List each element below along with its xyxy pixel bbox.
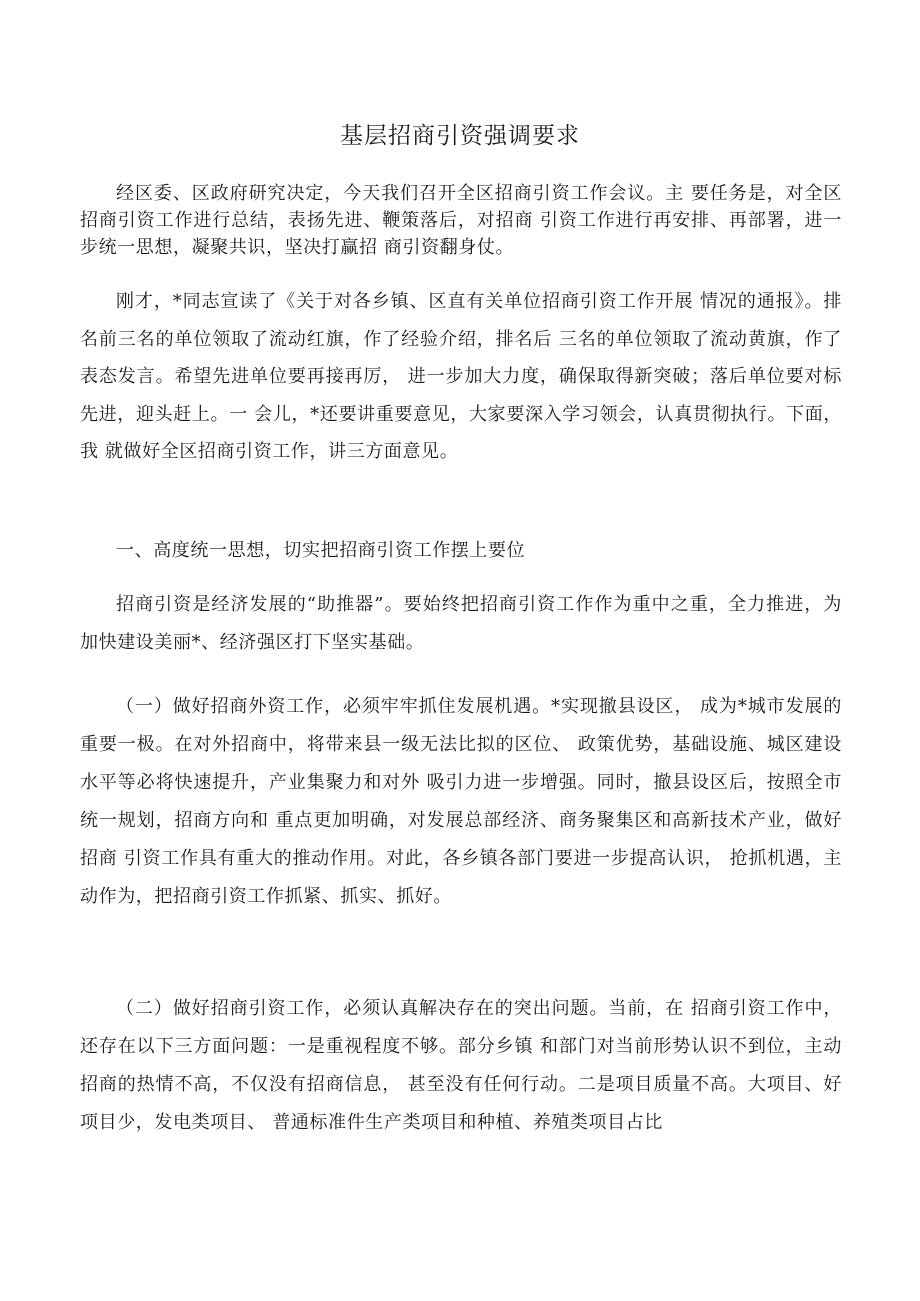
paragraph-subsection-2: （二）做好招商引资工作，必须认真解决存在的突出问题。当前，在 招商引资工作中，还存在以下三方面问题：一是重视程度不够。部分乡镇 和部门对当前形势认识不到位，主动招商的热情不高，不仅没有招商信息， 甚至没有任何行动。二是项目质量不高。大项目、好项目少，发电类项目、 普通标准件生产类项目和种植、养殖类项目占比: [80, 998, 842, 1133]
document-title: 基层招商引资强调要求: [340, 123, 580, 149]
paragraph-report: 刚才，*同志宣读了《关于对各乡镇、区直有关单位招商引资工作开展 情况的通报》。排名前三名的单位领取了流动红旗，作了经验介绍，排名后 三名的单位领取了流动黄旗，作了表态发言。希望先进单位要再接再厉， 进一步加大力度，确保取得新突破；落后单位要对标先进，迎头赶上。一 会儿，*还要讲重要意见，大家要深入学习领会，认真贯彻执行。下面，我 就做好全区招商引资工作，讲三方面意见。: [80, 291, 842, 462]
paragraph-subsection-1: （一）做好招商外资工作，必须牢牢抓住发展机遇。*实现撤县设区， 成为*城市发展的重要一极。在对外招商中，将带来县一级无法比拟的区位、 政策优势，基础设施、城区建设水平等必将快速提升，产业集聚力和对外 吸引力进一步增强。同时，撤县设区后，按照全市统一规划，招商方向和 重点更加明确，对发展总部经济、商务聚集区和高新技术产业，做好招商 引资工作具有重大的推动作用。对此，各乡镇各部门要进一步提高认识， 抢抓机遇，主动作为，把招商引资工作抓紧、抓实、抓好。: [80, 696, 842, 907]
paragraph-booster: 招商引资是经济发展的“助推器”。要始终把招商引资工作作为重中之重，全力推进，为加快建设美丽*、经济强区打下坚实基础。: [80, 594, 842, 653]
paragraph-intro: 经区委、区政府研究决定，今天我们召开全区招商引资工作会议。主 要任务是，对全区招商引资工作进行总结，表扬先进、鞭策落后，对招商 引资工作进行再安排、再部署，进一步统一思想，凝聚共识，坚决打赢招 商引资翻身仗。: [80, 183, 842, 258]
section-heading-1: 一、高度统一思想，切实把招商引资工作摆上要位: [116, 540, 526, 561]
